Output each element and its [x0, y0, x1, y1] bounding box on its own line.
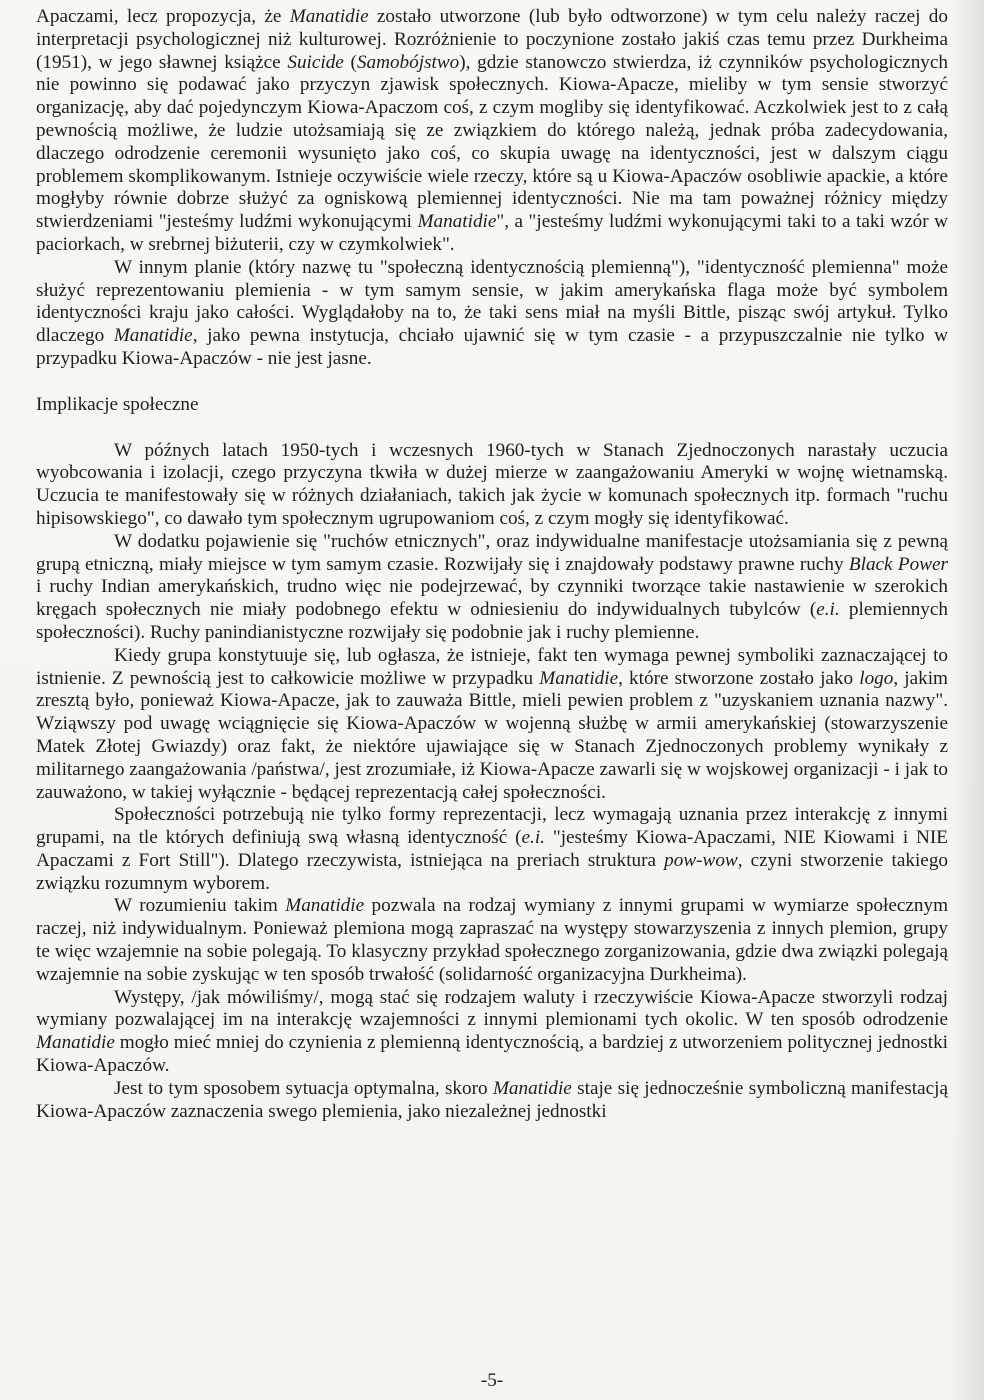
text-run: ", a "jesteśmy ludźmi wykonującymi taki to a taki wzór w paciorkach, w srebrnej biżuterii, czy w czymkolwiek".: [36, 211, 948, 255]
document-body: [36, 6, 948, 1123]
italic-text-run: e.i.: [816, 599, 840, 621]
text-run: Implikacje społeczne: [36, 393, 199, 415]
text-run: Społeczności potrzebują nie tylko formy reprezentacji, lecz wymagają uznania przez interakcję z innymi grupami, na tle których definiują swą własną identyczność (: [36, 804, 948, 849]
paragraph: [36, 645, 948, 805]
italic-text-run: Manatidie: [285, 895, 365, 917]
italic-text-run: e.i.: [521, 827, 545, 849]
text-run: pozwala na rodzaj wymiany z innymi grupami w wymiarze społecznym raczej, niż indywidualnym. Ponieważ plemiona mogą zapraszać na występy stowarzyszenia z innych plemion, grupy te więc wzajemnie na sobie polegają. To klasyczny przykład społecznego zorganizowania, gdzie dwa związki polegają wzajemnie na sobie zyskując w ten sposób trwałość (solidarność organizacyjna Durkheima).: [36, 895, 949, 985]
page-number: -5-: [480, 1370, 504, 1391]
text-run: zostało utworzone (lub było odtworzone) w tym celu należy raczej do interpretacji psychologicznej niż kulturowej. Rozróżnienie to poczynione zostało jakiś czas temu przez Durkheima (1951), w jego sławnej książce: [36, 6, 948, 73]
text-run: , jako pewna instytucja, chciało ujawnić się w tym czasie - a przypuszczalnie nie tylko w przypadku Kiowa-Apaczów - nie jest jasne.: [36, 325, 948, 369]
text-run: , które stworzone zostało jako: [618, 667, 860, 689]
paragraph: [36, 257, 948, 371]
paragraph: [36, 440, 948, 531]
paragraph: [36, 804, 948, 895]
paragraph: [36, 987, 948, 1078]
text-run: W dodatku pojawienie się "ruchów etnicznych", oraz indywidualne manifestacje utożsamiania się z pewną grupą etniczną, miały miejsce w tym samym czasie. Rozwijały się i znajdowały podstawy prawne ruchy: [36, 530, 948, 575]
italic-text-run: Manatidie: [36, 1032, 115, 1054]
text-run: , jakim zresztą było, ponieważ Kiowa-Apacze, jak to zauważa Bittle, mieli pewien problem z "uzyskaniem uznania nazwy". Wziąwszy pod uwagę wciągnięcie się Kiowa-Apaczów w wojenną służbę w armii amerykańskiej (stowarzyszenie Matek Złotej Gwiazdy) oraz fakt, że niektóre ujawiające się w Stanach Zjednoczonych problemy wynikały z militarnego zaangażowania /państwa/, jest zrozumiałe, iż Kiowa-Apacze zawarli się w wojskowej organizacji - i jak to zauważono, w takiej wyłącznie - będącej reprezentacją całej społeczności.: [36, 667, 948, 803]
text-run: W innym planie (który nazwę tu "społeczną identycznością plemienną"), "identyczność plemienna" może służyć reprezentowaniu plemienia - w tym samym sensie, w jakim amerykańska flaga może być symbolem identyczności kraju jako całości. Wyglądałoby na to, że taki sens miał na myśli Bittle, pisząc swój artykuł. Tylko dlaczego: [36, 256, 948, 347]
page-edge-shadow: [950, 0, 984, 1400]
paragraph: [36, 895, 948, 986]
italic-text-run: Suicide: [287, 51, 344, 73]
text-run: W rozumieniu takim: [114, 895, 286, 917]
text-run: Jest to tym sposobem sytuacja optymalna, skoro: [114, 1077, 493, 1099]
italic-text-run: Manatidie: [492, 1077, 572, 1099]
text-run: Apaczami, lecz propozycja, że: [36, 6, 290, 27]
italic-text-run: Samobójstwo: [356, 51, 460, 73]
text-run: plemiennych społeczności). Ruchy panindianistyczne rozwijały się podobnie jak i ruchy plemienne.: [36, 599, 948, 643]
text-run: Kiedy grupa konstytuuje się, lub ogłasza, że istnieje, fakt ten wymaga pewnej symboliki zaznaczającej to istnienie. Z pewnością jest to całkowicie możliwe w przypadku: [36, 644, 948, 689]
paragraph: [36, 531, 948, 645]
italic-text-run: Black Power: [848, 553, 948, 575]
italic-text-run: Manatidie: [289, 6, 369, 27]
text-run: , czyni stworzenie takiego związku rozumnym wyborem.: [36, 849, 949, 894]
text-run: Występy, /jak mówiliśmy/, mogą stać się rodzajem waluty i rzeczywiście Kiowa-Apacze stworzyli rodzaj wymiany pozwalającej im na interakcję wzajemności z innymi plemionami tych okolic. W ten sposób odrodzenie: [36, 986, 948, 1031]
text-run: i ruchy Indian amerykańskich, trudno więc nie podejrzewać, by czynniki tworzące takie nastawienie w szerokich kręgach społecznych nie miały podobnego efektu w odniesieniu do indywidualnych tubylców (: [36, 576, 948, 621]
text-run: ), gdzie stanowczo stwierdza, iż czynników psychologicznych nie powinno się podawać jako przyczyn zjawisk społecznych. Kiowa-Apacze, mieliby w tym sensie stworzyć organizację, aby dać pojedynczym Kiowa-Apaczom coś, z czym mogliby się identyfikować. Aczkolwiek jest to z całą pewnością możliwe, że ludzie utożsamiają się ze związkiem do którego należą, jednak próba zadecydowania, dlaczego odrodzenie ceremonii wysunięto jako coś, co skupia uwagę na identyczności, jest w dalszym ciągu problemem skomplikowanym. Istnieje oczywiście wiele rzeczy, które są u Kiowa-Apaczów osobliwie apackie, a które mogłyby równie dobrze służyć za ogniskową plemiennej identyczności. Nie ma tam poważnej różnicy między stwierdzeniami "jesteśmy ludźmi wykonującymi: [36, 51, 948, 233]
text-run: W późnych latach 1950-tych i wczesnych 1960-tych w Stanach Zjednoczonych narastały uczucia wyobcowania i izolacji, czego przyczyna tkwiła w dużej mierze w zaangażowaniu Ameryki w wojnę wietnamską. Uczucia te manifestowały się w różnych działaniach, takich jak życie w komunach społecznych itp. formach "ruchu hipisowskiego", co dawało tym społecznym ugrupowaniom coś, z czym mogły się identyfikować.: [36, 439, 948, 529]
text-run: mogło mieć mniej do czynienia z plemienną identycznością, a bardziej z utworzeniem politycznej jednostki Kiowa-Apaczów.: [36, 1032, 948, 1077]
italic-text-run: Manatidie: [113, 325, 193, 347]
text-run: staje się jednocześnie symboliczną manifestacją Kiowa-Apaczów zaznaczenia swego plemienia, jako niezależnej jednostki: [36, 1077, 948, 1122]
italic-text-run: pow-wow: [664, 849, 738, 871]
italic-text-run: logo: [859, 667, 894, 689]
italic-text-run: Manatidie: [539, 667, 619, 689]
section-heading: [36, 394, 948, 417]
italic-text-run: Manatidie: [417, 211, 497, 233]
text-run: (: [343, 51, 357, 73]
text-run: "jesteśmy Kiowa-Apaczami, NIE Kiowami i NIE Apaczami z Fort Still"). Dlatego rzeczywista, istniejąca na preriach struktura: [36, 827, 949, 871]
paragraph: [36, 6, 948, 257]
paragraph: [36, 1078, 948, 1124]
